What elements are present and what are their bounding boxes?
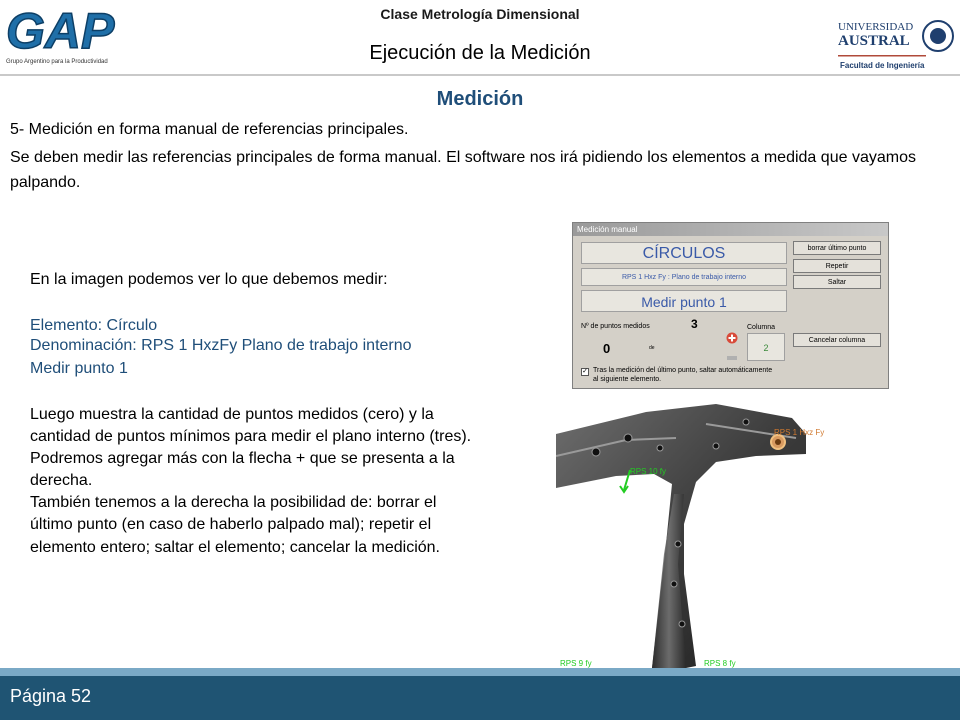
- gap-logo-letters: GAP: [6, 3, 115, 59]
- austral-logo-line1: UNIVERSIDAD: [838, 21, 914, 33]
- dialog-column-label: Columna: [747, 324, 776, 331]
- step-heading: 5- Medición en forma manual de referencias principales.: [10, 121, 409, 138]
- dialog-of-label: de: [649, 345, 655, 351]
- dialog-min-points: 3: [691, 317, 698, 331]
- explanation-intro: En la imagen podemos ver lo que debemos medir:: [30, 271, 388, 288]
- car-pillar-part-image: [556, 404, 832, 668]
- explanation-element: Elemento: Círculo: [30, 317, 158, 334]
- rps10-label: RPS 10 fy: [630, 467, 667, 476]
- explanation-line: También tenemos a la derecha la posibilidad de: borrar el: [30, 494, 437, 511]
- dialog-element-name: CÍRCULOS: [581, 242, 787, 264]
- rps9-label: RPS 9 fy: [560, 659, 592, 668]
- explanation-denomination: Denominación: RPS 1 HxzFy Plano de trabajo interno: [30, 337, 412, 354]
- footer-stripe: [0, 668, 960, 676]
- explanation-measure-point: Medir punto 1: [30, 360, 128, 377]
- footer-bar: [0, 676, 960, 720]
- add-point-plus-icon[interactable]: [726, 331, 738, 343]
- dialog-points-value: 0: [603, 341, 611, 356]
- dialog-points-label: Nº de puntos medidos: [581, 323, 650, 330]
- slide-title: Ejecución de la Medición: [369, 42, 591, 64]
- manual-measurement-dialog: [572, 222, 889, 389]
- remove-point-icon[interactable]: [726, 349, 738, 357]
- dialog-instruction: Medir punto 1: [581, 290, 787, 312]
- cancel-column-button[interactable]: Cancelar columna: [793, 333, 881, 347]
- austral-logo-line2: AUSTRAL: [838, 33, 910, 49]
- dialog-column-value: 2: [747, 333, 785, 361]
- explanation-line: elemento entero; saltar el elemento; cancelar la medición.: [30, 539, 440, 556]
- rps1-label: RPS 1 Hxz Fy: [774, 428, 825, 437]
- gap-logo-subtitle: Grupo Argentino para la Productividad: [6, 59, 108, 65]
- repeat-button[interactable]: Repetir: [793, 259, 881, 273]
- dialog-title: Medición manual: [573, 223, 888, 236]
- explanation-line: Luego muestra la cantidad de puntos medidos (cero) y la: [30, 406, 434, 423]
- explanation-line: último punto (en caso de haberlo palpado mal); repetir el: [30, 516, 432, 533]
- header-divider: [0, 74, 960, 76]
- explanation-line: derecha.: [30, 472, 93, 489]
- page-number: Página 52: [10, 686, 92, 706]
- auto-skip-label: al siguiente elemento.: [593, 376, 662, 383]
- dialog-element-description: RPS 1 Hxz Fy : Plano de trabajo interno: [581, 268, 787, 286]
- course-title: Clase Metrología Dimensional: [380, 6, 580, 22]
- explanation-line: Podremos agregar más con la flecha + que se presenta a la: [30, 450, 455, 467]
- section-title: Medición: [436, 88, 524, 110]
- auto-skip-label: Tras la medición del último punto, saltar automáticamente: [593, 367, 773, 374]
- intro-paragraph: Se deben medir las referencias principales de forma manual. El software nos irá pidiendo los elementos a medida que vayamos palpando.: [10, 149, 916, 191]
- delete-last-point-button[interactable]: borrar último punto: [793, 241, 881, 255]
- austral-logo: [838, 6, 956, 72]
- rps8-label: RPS 8 fy: [704, 659, 736, 668]
- skip-button[interactable]: Saltar: [793, 275, 881, 289]
- austral-logo-faculty: Facultad de Ingeniería: [840, 61, 925, 70]
- auto-skip-checkbox[interactable]: ✓: [582, 368, 588, 375]
- explanation-line: cantidad de puntos mínimos para medir el plano interno (tres).: [30, 428, 472, 445]
